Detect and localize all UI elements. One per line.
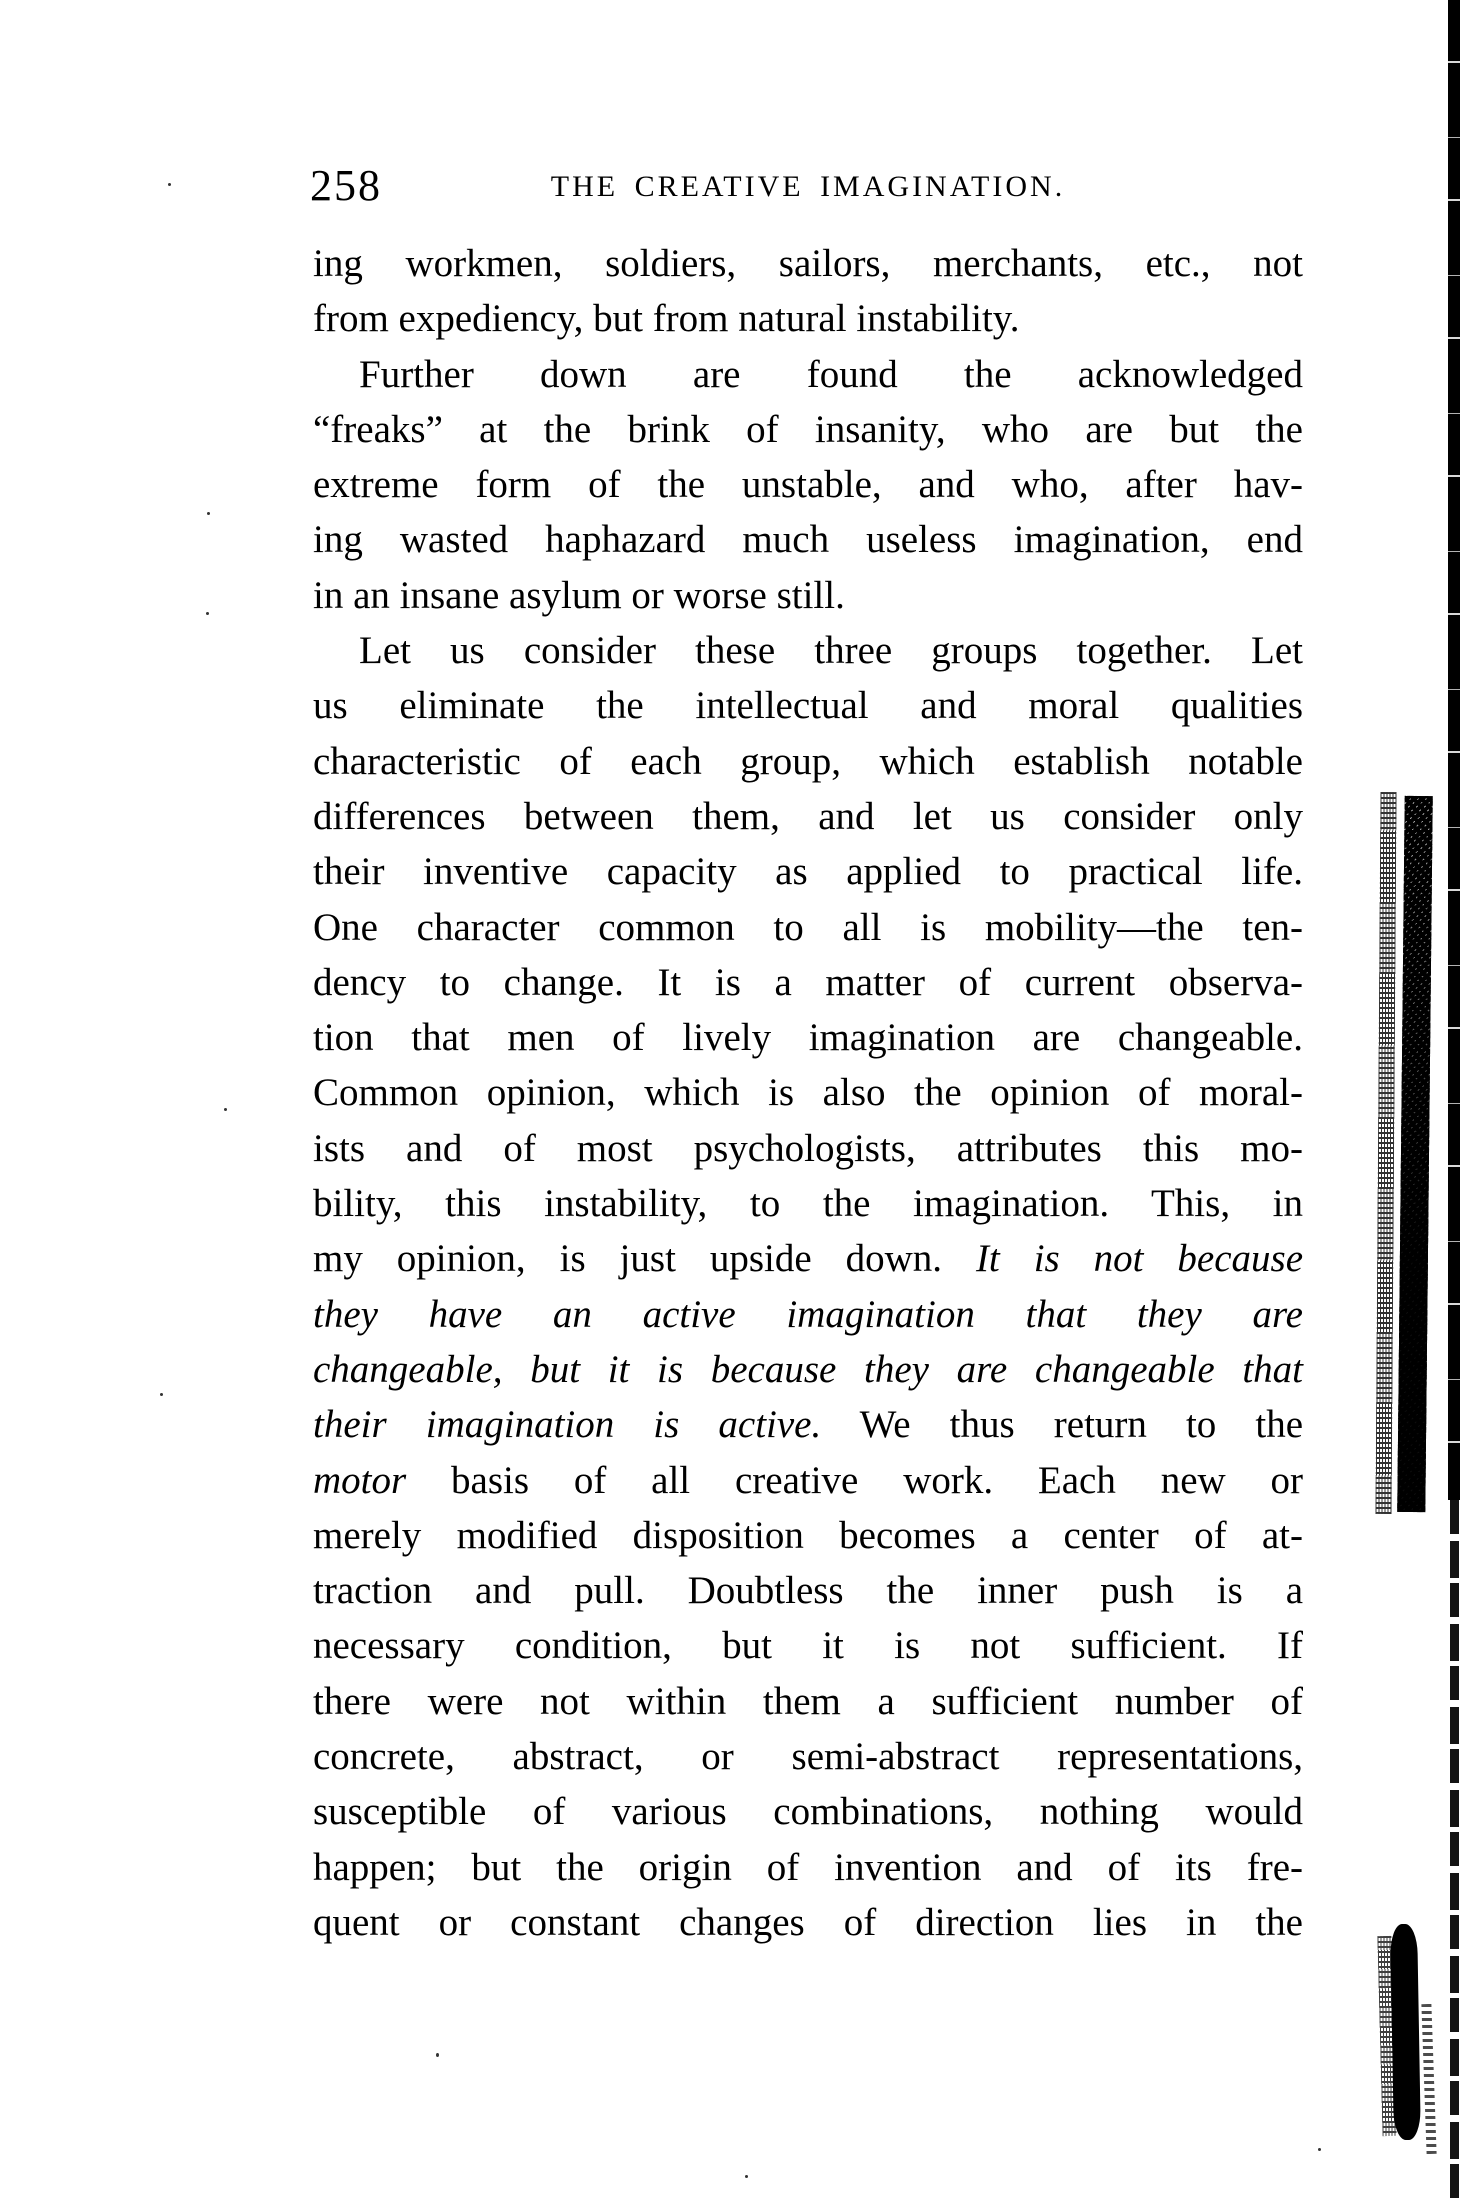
text-line: “freaks” at the brink of insanity, who are but the [313, 407, 1303, 451]
text-line: they have an active imagination that they are [313, 1292, 1303, 1336]
scan-gutter-bar-bottom [1450, 1500, 1459, 2202]
ink-speck [745, 2175, 748, 2178]
ink-speck [160, 1393, 163, 1396]
text-line: Further down are found the acknowledged [359, 352, 1303, 396]
text-line: motor basis of all creative work. Each new or [313, 1458, 1303, 1502]
text-line: dency to change. It is a matter of current observa- [313, 960, 1303, 1004]
ink-speck [436, 2053, 439, 2057]
text-line: their imagination is active. We thus return to the [313, 1403, 1304, 1447]
ink-speck [168, 183, 171, 186]
text-line: changeable, but it is because they are changeable that [313, 1347, 1303, 1391]
text-line: in an insane asylum or worse still. [313, 573, 845, 617]
text-line: extreme form of the unstable, and who, after hav- [313, 463, 1303, 507]
text-line: quent or constant changes of direction lies in the [313, 1900, 1303, 1944]
text-line: Let us consider these three groups together. Let [359, 629, 1303, 673]
text-line: ing workmen, soldiers, sailors, merchants, etc., not [313, 242, 1303, 285]
ink-speck [224, 1108, 227, 1111]
text-line: characteristic of each group, which establish notable [313, 739, 1303, 783]
ink-streak-left [1375, 792, 1396, 1514]
ink-blob-tail [1421, 2004, 1436, 2154]
text-line: One character common to all is mobility—the ten- [313, 905, 1303, 949]
text-line: bility, this instability, to the imagination. This, in [313, 1182, 1303, 1226]
text-line: ing wasted haphazard much useless imagination, end [313, 518, 1303, 562]
ink-streak-right [1397, 796, 1432, 1512]
text-line: concrete, abstract, or semi-abstract representations, [313, 1735, 1303, 1779]
text-line: tion that men of lively imagination are changeable. [313, 1016, 1303, 1060]
text-line: happen; but the origin of invention and of its fre- [313, 1845, 1303, 1889]
text-line: susceptible of various combinations, nothing would [313, 1790, 1303, 1834]
ink-blob [1390, 1924, 1421, 2140]
text-line: from expediency, but from natural instability. [313, 297, 1020, 341]
text-line: my opinion, is just upside down. It is not because [313, 1237, 1304, 1281]
text-line: their inventive capacity as applied to practical life. [313, 850, 1303, 894]
text-line: differences between them, and let us consider only [313, 794, 1303, 838]
text-line: there were not within them a sufficient number of [313, 1679, 1303, 1723]
ink-speck [206, 612, 209, 615]
ink-speck [207, 512, 210, 515]
page-number: 258 [310, 161, 382, 210]
text-line: necessary condition, but it is not sufficient. If [313, 1624, 1303, 1668]
ink-speck [1318, 2148, 1321, 2151]
text-line: ists and of most psychologists, attributes this mo- [313, 1126, 1303, 1170]
text-line: us eliminate the intellectual and moral qualities [313, 684, 1303, 728]
text-line: traction and pull. Doubtless the inner push is a [313, 1569, 1303, 1613]
text-line: merely modified disposition becomes a center of at- [313, 1513, 1303, 1557]
text-line: Common opinion, which is also the opinion of moral- [313, 1071, 1303, 1115]
scan-gutter-bar-top [1448, 0, 1460, 1500]
ink-blob-fringe [1377, 1936, 1396, 2136]
body-text-column [313, 236, 1303, 1950]
running-header-title: THE CREATIVE IMAGINATION. [550, 170, 1066, 203]
